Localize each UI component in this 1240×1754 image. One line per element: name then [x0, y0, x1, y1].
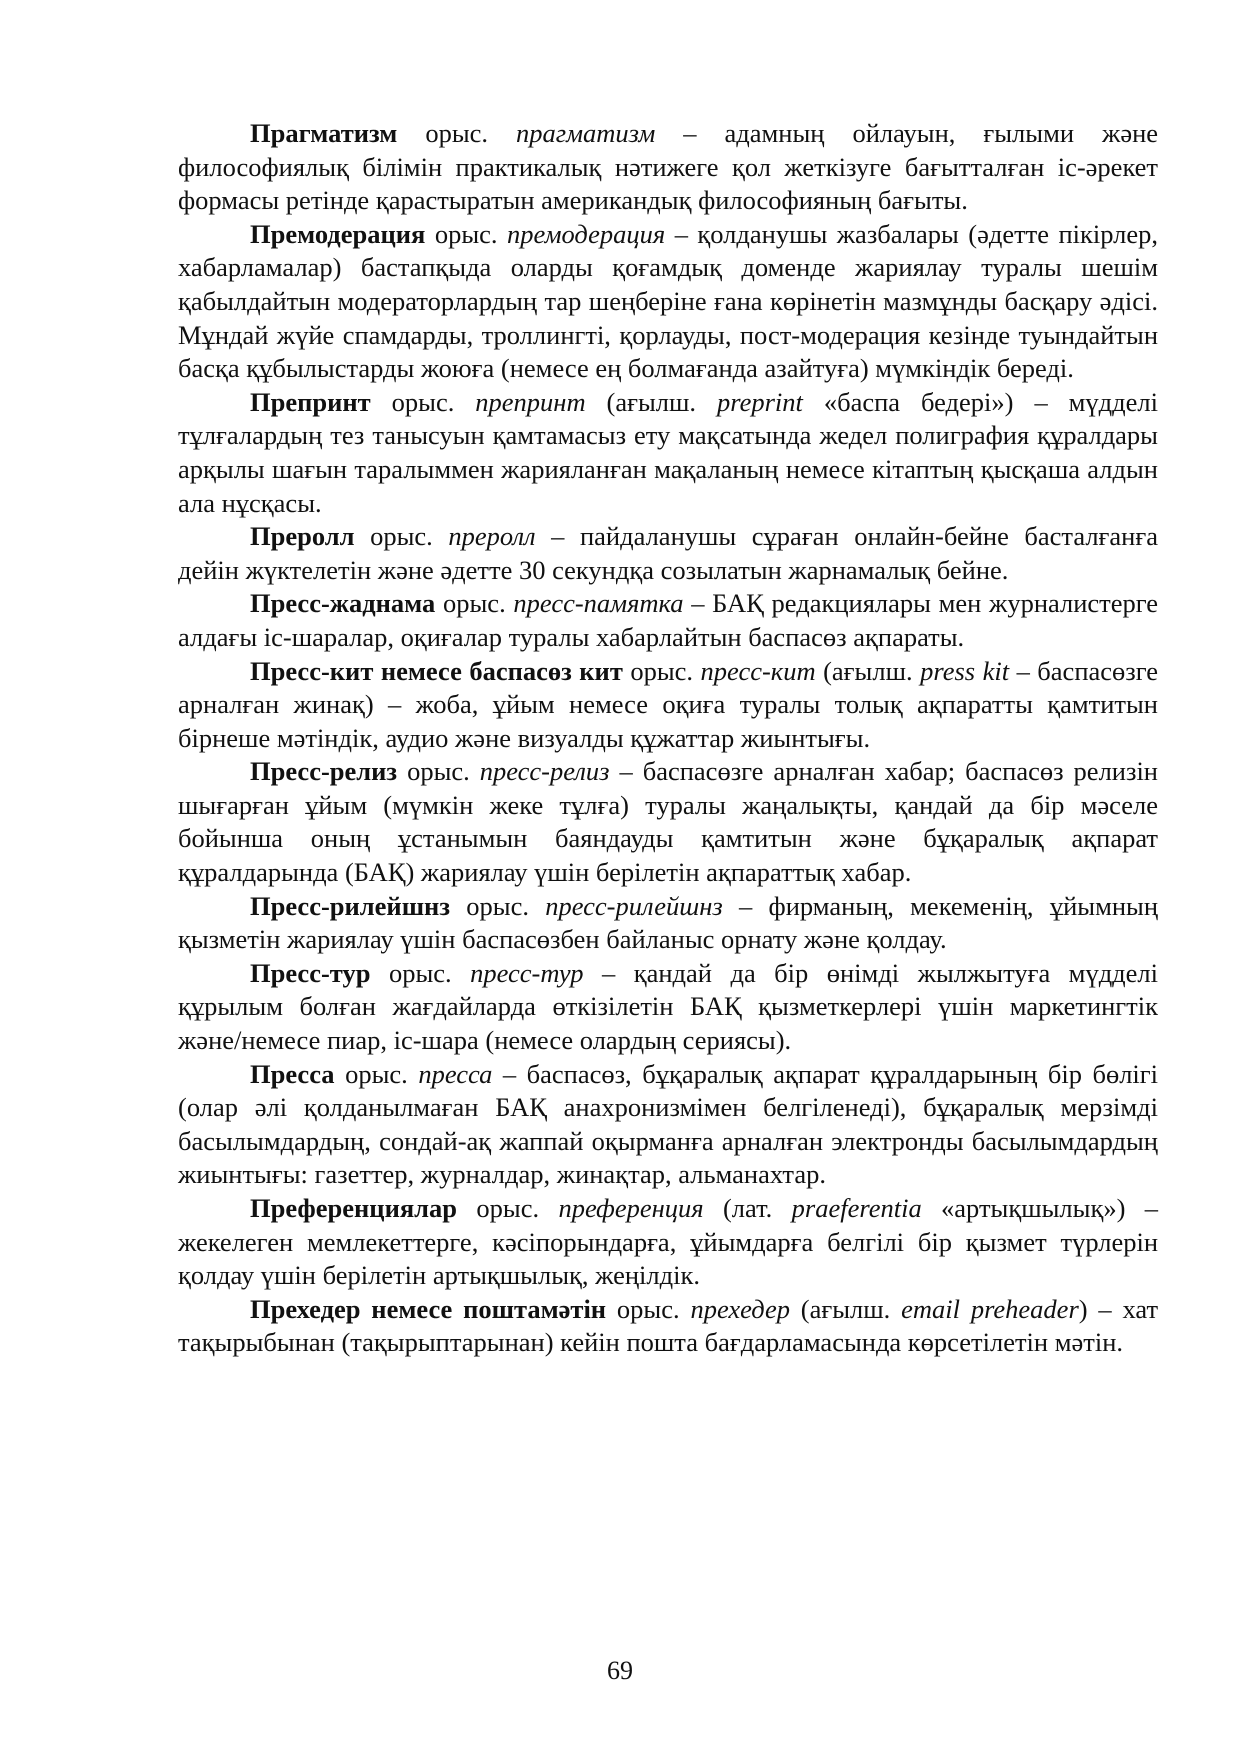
entry-lang: орыс. — [391, 386, 455, 417]
entry-origin-word: email preheader — [901, 1293, 1079, 1324]
entry-definition: – жекелеген мемлекеттерге, кәсіпорындарға, ұйымдарға белгілі бір қызмет түрлерін қолдау үшін берілетін артықшылық, жеңілдік. — [178, 1193, 1159, 1291]
entry-lang: орыс. — [345, 1058, 408, 1089]
entry-definition: – баспасөзге арналған хабар; баспасөз релизін шығарған ұйым (мүмкін жеке тұлға) туралы жаңалықты, қандай да бір мәселе бойынша оның ұстанымын баяндауды қамтитын және бұқаралық ақпарат құралдарында (БАҚ) жариялау үшін берілетін ақпараттық хабар. — [178, 756, 1158, 888]
entry-russian-word: прехедер — [690, 1293, 790, 1324]
entry-definition: – БАҚ редакциялары мен журналистерге алдағы іс-шаралар, оқиғалар туралы хабарлайтын баспасөз ақпараты. — [178, 588, 1159, 652]
entry-prekheder — [178, 1293, 1158, 1360]
entry-term: Препринт — [250, 386, 371, 417]
entry-term: Пресс-тур — [250, 957, 371, 988]
entry-term: Прагматизм — [250, 118, 398, 148]
entry-origin-word: press kit — [920, 655, 1010, 686]
entry-origin-gloss: ) — [1078, 1293, 1088, 1324]
entry-origin: (лат. — [722, 1193, 773, 1223]
entry-definition: – баспасөзге арналған жинақ) – жоба, ұйым немесе оқиға туралы толық ақпаратты қамтитын бірнеше мәтіндік, аудио және визуалды құжаттар жиынтығы. — [178, 655, 1159, 753]
entry-russian-word: пресс-памятка — [513, 588, 684, 619]
entry-russian-word: прагматизм — [516, 118, 656, 148]
dictionary-page — [178, 117, 1158, 1360]
entry-term: Преролл — [250, 521, 355, 552]
entry-term: Преференциялар — [250, 1193, 458, 1223]
entry-definition: – адамның ойлауын, ғылыми және философиялық білімін практикалық нәтижеге қол жеткізуге бағытталған іс-әрекет формасы ретінде қарастыратын американдық философияның бағыты. — [178, 118, 1159, 216]
entry-russian-word: преролл — [448, 521, 536, 552]
entry-origin: (ағылш. — [800, 1293, 891, 1324]
entry-press-zhadnama — [178, 587, 1158, 654]
entry-russian-word: пресс-кит — [700, 655, 816, 686]
entry-definition: – пайдаланушы сұраған онлайн-бейне басталғанға дейін жүктелетін және әдетте 30 секундқа созылатын жарнамалық бейне. — [178, 521, 1158, 585]
entry-definition: – фирманың, мекеменің, ұйымның қызметін жариялау үшін баспасөзбен байланыс орнату және қолдау. — [178, 890, 1159, 955]
entry-lang: орыс. — [370, 521, 433, 552]
entry-definition: – мүдделі тұлғалардың тез танысуын қамтамасыз ету мақсатында жедел полиграфия құралдары арқылы шағын таралыммен жарияланған мақаланың немесе кітаптың қысқаша алдын ала нұсқасы. — [178, 386, 1158, 518]
entry-term: Прехедер немесе поштамәтін — [250, 1293, 607, 1324]
entry-russian-word: премодерация — [506, 218, 666, 249]
entry-definition: – хат тақырыбынан (тақырыптарынан) кейін пошта бағдарламасында көрсетілетін мәтін. — [178, 1293, 1159, 1358]
entry-origin: (ағылш. — [823, 655, 913, 686]
entry-origin-gloss: «артықшылық») — [941, 1193, 1126, 1223]
entry-russian-word: пресса — [418, 1058, 493, 1089]
entry-term: Премодерация — [250, 218, 426, 249]
entry-preroll — [178, 520, 1158, 587]
entry-pragmatizm — [178, 117, 1158, 218]
entry-lang: орыс. — [434, 218, 498, 249]
entry-press-kit — [178, 655, 1158, 756]
entry-definition: – қолданушы жазбалары (әдетте пікірлер, хабарламалар) бастапқыда оларды қоғамдық доменде жариялау туралы шешім қабылдайтын модераторлардың тар шеңберіне ғана көрінетін мазмұнды басқару әдісі. Мұндай жүйе спамдарды, троллингті, қорлауды, пост-модерация кезінде туындайтын басқа құбылыстарды жоюға (немесе ең болмағанда азайтуға) мүмкіндік береді. — [178, 218, 1159, 384]
entry-term: Пресс-рилейшнз — [250, 890, 450, 921]
entry-term: Пресс-жаднама — [250, 588, 436, 619]
entry-pressa — [178, 1058, 1158, 1192]
entry-lang: орыс. — [388, 957, 452, 988]
entry-term: Пресс-кит немесе баспасөз кит — [250, 655, 623, 686]
entry-definition: – қандай да бір өнімді жылжытуға мүдделі құрылым болған жағдайларда өткізілетін БАҚ қызметкерлері үшін маркетингтік және/немесе пиар, іс-шара (немесе олардың сериясы). — [178, 957, 1159, 1056]
entry-lang: орыс. — [476, 1193, 540, 1223]
page-number: 69 — [607, 1656, 633, 1685]
entry-russian-word: пресс-рилейшнз — [545, 890, 723, 921]
entry-origin-word: praeferentia — [791, 1193, 922, 1223]
entry-lang: орыс. — [407, 756, 470, 787]
entry-preferentsiyalar — [178, 1192, 1158, 1293]
entry-lang: орыс. — [443, 588, 506, 619]
entry-russian-word: пресс-релиз — [479, 756, 610, 787]
entry-lang: орыс. — [616, 1293, 680, 1324]
entry-lang: орыс. — [425, 118, 489, 148]
entry-origin: (ағылш. — [606, 386, 697, 417]
entry-origin-word: preprint — [717, 386, 803, 417]
entry-term: Пресс-релиз — [250, 756, 398, 787]
entry-premoderatsiya — [178, 218, 1158, 386]
entry-term: Пресса — [250, 1058, 335, 1089]
entry-lang: орыс. — [466, 890, 529, 921]
entry-press-reliz — [178, 755, 1158, 889]
entry-preprint — [178, 386, 1158, 520]
entry-russian-word: препринт — [475, 386, 586, 417]
entry-press-rileishnz — [178, 890, 1158, 957]
entry-lang: орыс. — [630, 655, 694, 686]
entry-definition: – баспасөз, бұқаралық ақпарат құралдарының бір бөлігі (олар әлі қолданылмаған БАҚ анахронизмімен белгіленеді), бұқаралық мерзімді басылымдардың, сондай-ақ жаппай оқырманға арналған электронды басылымдардың жиынтығы: газеттер, журналдар, жинақтар, альманахтар. — [178, 1058, 1159, 1190]
entry-russian-word: преференция — [558, 1193, 704, 1223]
entry-russian-word: пресс-тур — [470, 957, 584, 988]
entry-press-tur — [178, 957, 1158, 1058]
entry-origin-gloss: «баспа бедері») — [823, 386, 1014, 417]
